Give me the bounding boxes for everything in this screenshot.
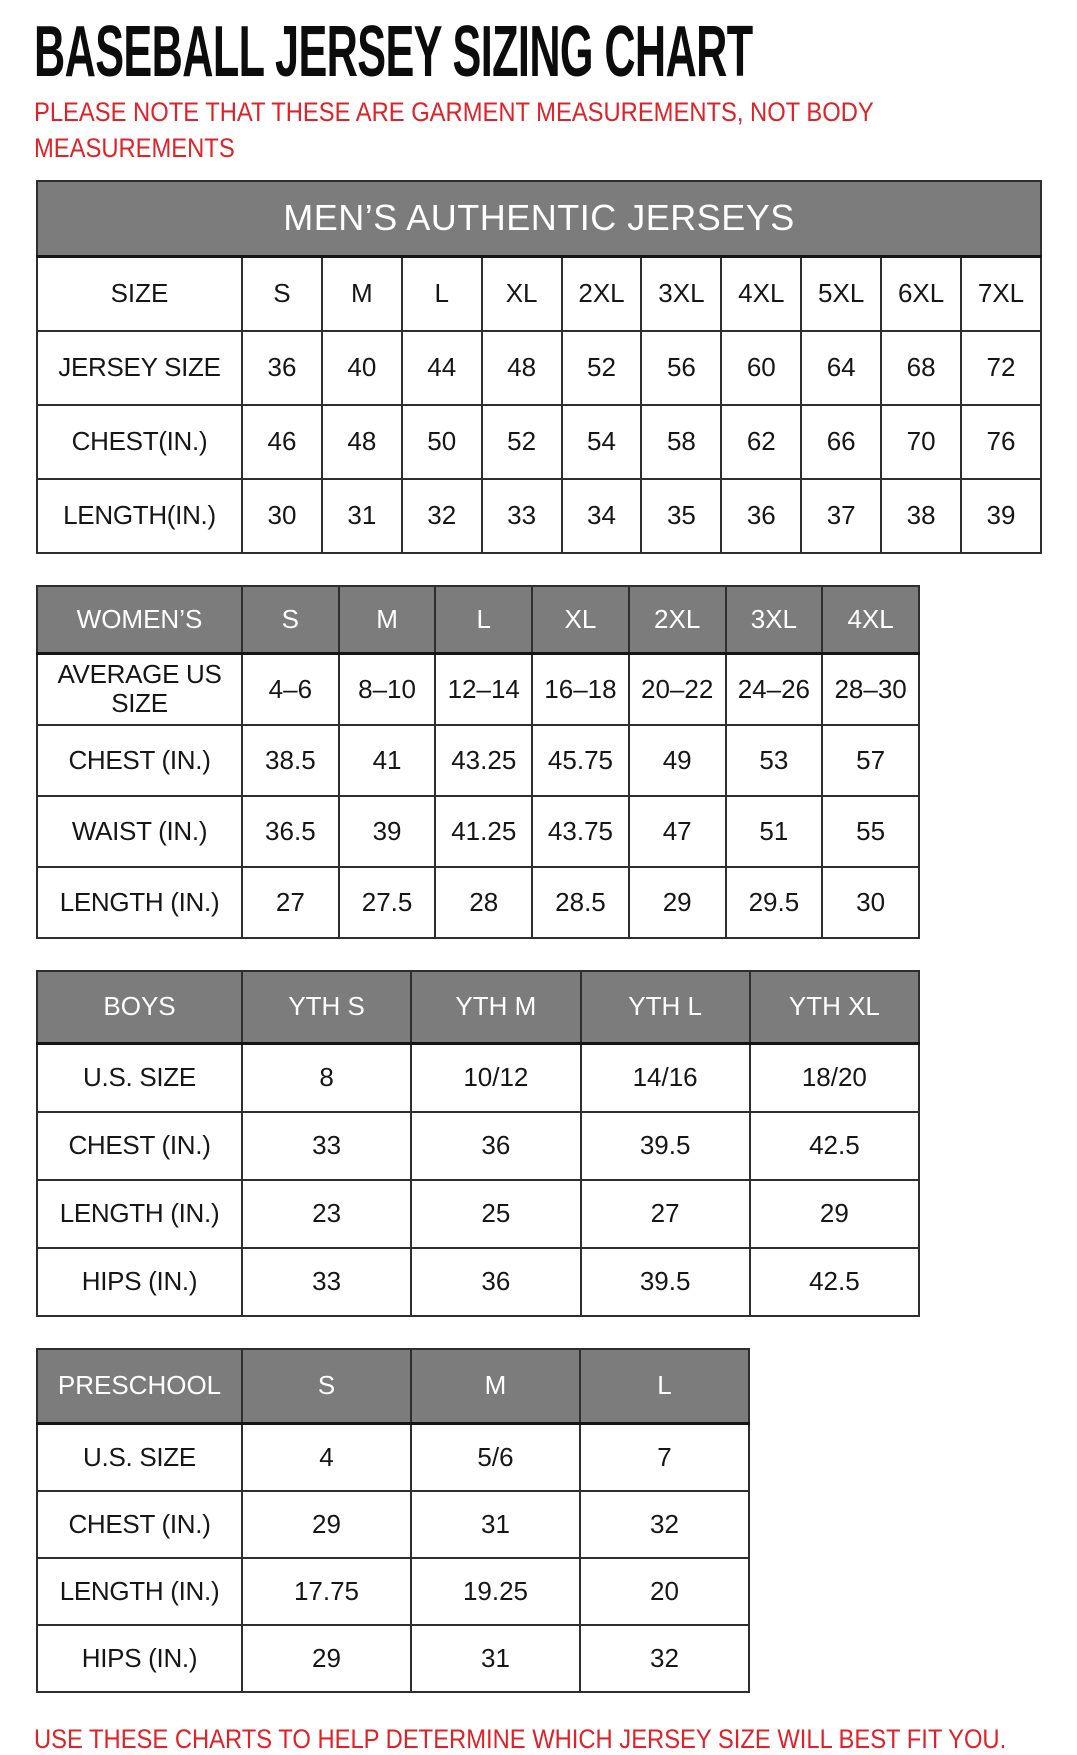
womens-data-cell: 53 [726,725,823,796]
mens-data-cell: 36 [242,331,322,405]
mens-header-row [37,257,1041,331]
mens-data-cell: 37 [801,479,881,553]
mens-size-header: 4XL [721,257,801,331]
mens-banner-row [37,181,1041,257]
womens-data-cell: 28 [435,867,532,938]
boys-data-cell: 27 [581,1180,750,1248]
mens-row-label: LENGTH(IN.) [37,479,242,553]
preschool-sizing-table [36,1348,750,1693]
mens-data-cell: 64 [801,331,881,405]
mens-data-cell: 36 [721,479,801,553]
boys-data-cell: 10/12 [411,1044,580,1112]
mens-size-header: 7XL [961,257,1041,331]
womens-row-label: CHEST (IN.) [37,725,242,796]
boys-header-row [37,971,919,1044]
preschool-header-label: PRESCHOOL [37,1349,242,1424]
mens-data-cell: 48 [322,405,402,479]
boys-data-cell: 29 [750,1180,919,1248]
boys-data-cell: 42.5 [750,1112,919,1180]
mens-size-header: 5XL [801,257,881,331]
preschool-size-header: L [580,1349,749,1424]
womens-data-cell: 41 [339,725,436,796]
boys-data-cell: 33 [242,1112,411,1180]
mens-data-cell: 72 [961,331,1041,405]
page-title: BASEBALL JERSEY SIZING CHART [34,12,753,92]
womens-data-cell: 47 [629,796,726,867]
mens-data-cell: 34 [562,479,642,553]
womens-size-header: S [242,586,339,654]
womens-data-cell: 49 [629,725,726,796]
womens-data-cell: 12–14 [435,654,532,725]
womens-size-header: L [435,586,532,654]
tables-container [34,180,1077,1693]
womens-data-cell: 16–18 [532,654,629,725]
preschool-data-cell: 29 [242,1625,411,1692]
footer-note: USE THESE CHARTS TO HELP DETERMINE WHICH JERSEY SIZE WILL BEST FIT YOU. [34,1723,1007,1754]
womens-data-cell: 51 [726,796,823,867]
preschool-data-cell: 31 [411,1491,580,1558]
preschool-measurement-row [37,1625,749,1692]
mens-data-cell: 50 [402,405,482,479]
preschool-data-cell: 29 [242,1491,411,1558]
preschool-data-cell: 20 [580,1558,749,1625]
womens-data-cell: 36.5 [242,796,339,867]
boys-data-cell: 42.5 [750,1248,919,1316]
boys-data-cell: 39.5 [581,1248,750,1316]
mens-data-cell: 54 [562,405,642,479]
garment-measurement-note: PLEASE NOTE THAT THESE ARE GARMENT MEASUREMENTS, NOT BODY MEASUREMENTS [34,97,874,163]
preschool-row-label: U.S. SIZE [37,1424,242,1491]
womens-header-label: WOMEN’S [37,586,242,654]
mens-row-label: JERSEY SIZE [37,331,242,405]
mens-data-cell: 56 [641,331,721,405]
womens-measurement-row [37,725,919,796]
mens-measurement-row [37,479,1041,553]
womens-sizing-table [36,585,920,939]
preschool-data-cell: 5/6 [411,1424,580,1491]
mens-data-cell: 52 [482,405,562,479]
boys-data-cell: 18/20 [750,1044,919,1112]
mens-row-label: CHEST(IN.) [37,405,242,479]
mens-size-header: M [322,257,402,331]
mens-size-header: L [402,257,482,331]
womens-size-header: 4XL [822,586,919,654]
preschool-row-label: CHEST (IN.) [37,1491,242,1558]
womens-data-cell: 43.25 [435,725,532,796]
boys-sizing-table [36,970,920,1317]
womens-data-cell: 43.75 [532,796,629,867]
mens-measurement-row [37,331,1041,405]
preschool-data-cell: 32 [580,1491,749,1558]
mens-size-header: 6XL [881,257,961,331]
womens-data-cell: 27 [242,867,339,938]
mens-data-cell: 66 [801,405,881,479]
mens-size-header: 3XL [641,257,721,331]
boys-data-cell: 39.5 [581,1112,750,1180]
mens-sizing-table [36,180,1042,554]
womens-data-cell: 38.5 [242,725,339,796]
mens-size-header: 2XL [562,257,642,331]
mens-data-cell: 32 [402,479,482,553]
boys-size-header: YTH L [581,971,750,1044]
mens-data-cell: 35 [641,479,721,553]
womens-measurement-row [37,796,919,867]
boys-measurement-row [37,1112,919,1180]
mens-data-cell: 60 [721,331,801,405]
boys-data-cell: 14/16 [581,1044,750,1112]
preschool-header-row [37,1349,749,1424]
boys-measurement-row [37,1044,919,1112]
womens-data-cell: 45.75 [532,725,629,796]
womens-data-cell: 41.25 [435,796,532,867]
mens-data-cell: 58 [641,405,721,479]
womens-size-header: M [339,586,436,654]
preschool-row-label: LENGTH (IN.) [37,1558,242,1625]
mens-measurement-row [37,405,1041,479]
womens-data-cell: 29 [629,867,726,938]
boys-data-cell: 25 [411,1180,580,1248]
preschool-data-cell: 31 [411,1625,580,1692]
womens-size-header: XL [532,586,629,654]
boys-size-header: YTH M [411,971,580,1044]
womens-row-label: WAIST (IN.) [37,796,242,867]
boys-measurement-row [37,1248,919,1316]
womens-data-cell: 4–6 [242,654,339,725]
mens-banner-title: MEN’S AUTHENTIC JERSEYS [37,181,1041,257]
preschool-measurement-row [37,1424,749,1491]
preschool-data-cell: 19.25 [411,1558,580,1625]
mens-data-cell: 46 [242,405,322,479]
womens-size-header: 2XL [629,586,726,654]
boys-data-cell: 36 [411,1248,580,1316]
boys-data-cell: 36 [411,1112,580,1180]
preschool-measurement-row [37,1491,749,1558]
boys-size-header: YTH S [242,971,411,1044]
womens-data-cell: 39 [339,796,436,867]
mens-size-header: S [242,257,322,331]
mens-data-cell: 39 [961,479,1041,553]
mens-data-cell: 30 [242,479,322,553]
mens-data-cell: 44 [402,331,482,405]
preschool-size-header: M [411,1349,580,1424]
womens-data-cell: 30 [822,867,919,938]
mens-data-cell: 62 [721,405,801,479]
preschool-data-cell: 32 [580,1625,749,1692]
womens-data-cell: 28.5 [532,867,629,938]
womens-data-cell: 55 [822,796,919,867]
mens-data-cell: 33 [482,479,562,553]
boys-row-label: CHEST (IN.) [37,1112,242,1180]
mens-header-label: SIZE [37,257,242,331]
womens-data-cell: 57 [822,725,919,796]
boys-row-label: U.S. SIZE [37,1044,242,1112]
boys-row-label: LENGTH (IN.) [37,1180,242,1248]
womens-size-header: 3XL [726,586,823,654]
womens-measurement-row [37,867,919,938]
preschool-data-cell: 4 [242,1424,411,1491]
mens-data-cell: 76 [961,405,1041,479]
preschool-data-cell: 17.75 [242,1558,411,1625]
preschool-size-header: S [242,1349,411,1424]
mens-size-header: XL [482,257,562,331]
womens-data-cell: 24–26 [726,654,823,725]
mens-data-cell: 38 [881,479,961,553]
boys-measurement-row [37,1180,919,1248]
womens-row-label: LENGTH (IN.) [37,867,242,938]
womens-data-cell: 27.5 [339,867,436,938]
womens-data-cell: 28–30 [822,654,919,725]
mens-data-cell: 31 [322,479,402,553]
boys-data-cell: 8 [242,1044,411,1112]
womens-data-cell: 29.5 [726,867,823,938]
mens-data-cell: 68 [881,331,961,405]
boys-row-label: HIPS (IN.) [37,1248,242,1316]
boys-size-header: YTH XL [750,971,919,1044]
womens-header-row [37,586,919,654]
mens-data-cell: 48 [482,331,562,405]
boys-data-cell: 23 [242,1180,411,1248]
preschool-measurement-row [37,1558,749,1625]
womens-data-cell: 8–10 [339,654,436,725]
womens-data-cell: 20–22 [629,654,726,725]
mens-data-cell: 40 [322,331,402,405]
womens-measurement-row [37,654,919,725]
boys-header-label: BOYS [37,971,242,1044]
womens-row-label: AVERAGE US SIZE [37,654,242,725]
preschool-row-label: HIPS (IN.) [37,1625,242,1692]
mens-data-cell: 70 [881,405,961,479]
mens-data-cell: 52 [562,331,642,405]
boys-data-cell: 33 [242,1248,411,1316]
preschool-data-cell: 7 [580,1424,749,1491]
